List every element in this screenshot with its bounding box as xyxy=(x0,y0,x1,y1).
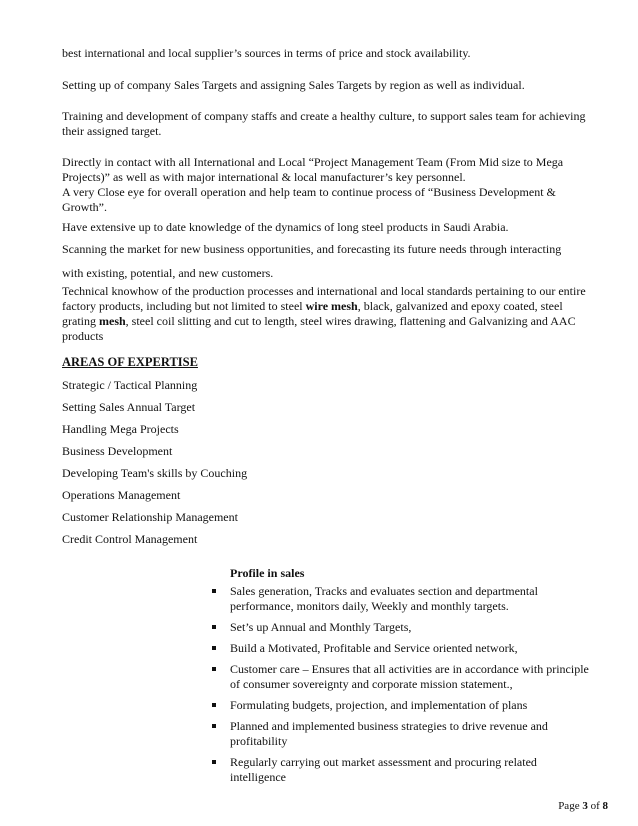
expertise-item: Handling Mega Projects xyxy=(62,422,179,436)
profile-bullet xyxy=(212,584,592,614)
expertise-item: Operations Management xyxy=(62,488,181,502)
expertise-item: Developing Team's skills by Couching xyxy=(62,466,248,480)
total-pages: 8 xyxy=(602,800,608,812)
paragraph-supplier-sources: best international and local supplier’s sources in terms of price and stock availability. xyxy=(62,46,471,60)
square-bullet-icon xyxy=(212,625,216,629)
of-label: of xyxy=(587,800,603,812)
square-bullet-icon xyxy=(212,724,216,728)
technical-text-1: Technical knowhow of the production processes and international and local standards pertaining to our entire factory products, including but not limited to steel xyxy=(62,284,586,313)
profile-bullet-text: Planned and implemented business strategies to drive revenue and profitability xyxy=(230,719,548,748)
page-number-footer xyxy=(558,800,608,812)
expertise-heading: AREAS OF EXPERTISE xyxy=(62,355,198,369)
expertise-item: Setting Sales Annual Target xyxy=(62,400,196,414)
profile-bullet xyxy=(212,662,592,692)
profile-bullet-text: Build a Motivated, Profitable and Service oriented network, xyxy=(230,641,518,655)
square-bullet-icon xyxy=(212,760,216,764)
technical-text-3: , steel coil slitting and cut to length, steel wires drawing, flattening and Galvanizing and AAC products xyxy=(62,314,576,343)
paragraph-sales-targets: Setting up of company Sales Targets and assigning Sales Targets by region as well as individual. xyxy=(62,78,525,92)
profile-bullet xyxy=(212,719,592,749)
profile-bullet-text: Sales generation, Tracks and evaluates section and departmental performance, monitors daily, Weekly and monthly targets. xyxy=(230,584,538,613)
paragraph-training: Training and development of company staffs and create a healthy culture, to support sales team for achieving their assigned target. xyxy=(62,109,586,138)
expertise-item: Credit Control Management xyxy=(62,532,198,546)
profile-bullet-text: Formulating budgets, projection, and implementation of plans xyxy=(230,698,528,712)
profile-bullet xyxy=(212,755,592,785)
technical-bold-wire-mesh: wire mesh xyxy=(305,299,358,313)
technical-bold-mesh: mesh xyxy=(99,314,126,328)
profile-bullet-list xyxy=(212,584,592,791)
square-bullet-icon xyxy=(212,703,216,707)
square-bullet-icon xyxy=(212,667,216,671)
paragraph-steel-knowledge: Have extensive up to date knowledge of the dynamics of long steel products in Saudi Arabia. xyxy=(62,220,509,234)
profile-bullet-text: Regularly carrying out market assessment and procuring related intelligence xyxy=(230,755,537,784)
profile-title: Profile in sales xyxy=(230,566,305,580)
technical-text-2: , black, galvanized and epoxy coated, steel grating xyxy=(62,299,563,328)
paragraph-project-management: Directly in contact with all International and Local “Project Management Team (From Mid size to Mega Projects)” as well as with major international & local manufacturer’s key personnel. xyxy=(62,155,564,184)
paragraph-customers: with existing, potential, and new customers. xyxy=(62,266,274,280)
profile-bullet-text: Customer care – Ensures that all activities are in accordance with principle of consumer sovereignty and corporate mission statement., xyxy=(230,662,589,691)
profile-bullet xyxy=(212,698,592,713)
profile-bullet-text: Set’s up Annual and Monthly Targets, xyxy=(230,620,412,634)
expertise-item: Customer Relationship Management xyxy=(62,510,238,524)
paragraph-business-development: A very Close eye for overall operation and help team to continue process of “Business Development & Growth”. xyxy=(62,185,556,214)
current-page: 3 xyxy=(582,800,588,812)
page-label: Page xyxy=(558,800,583,812)
paragraph-market-scanning: Scanning the market for new business opportunities, and forecasting its future needs through interacting xyxy=(62,242,562,256)
profile-bullet xyxy=(212,641,592,656)
paragraph-technical-knowhow xyxy=(62,284,592,344)
profile-bullet xyxy=(212,620,592,635)
expertise-item: Strategic / Tactical Planning xyxy=(62,378,198,392)
square-bullet-icon xyxy=(212,646,216,650)
square-bullet-icon xyxy=(212,589,216,593)
expertise-item: Business Development xyxy=(62,444,173,458)
